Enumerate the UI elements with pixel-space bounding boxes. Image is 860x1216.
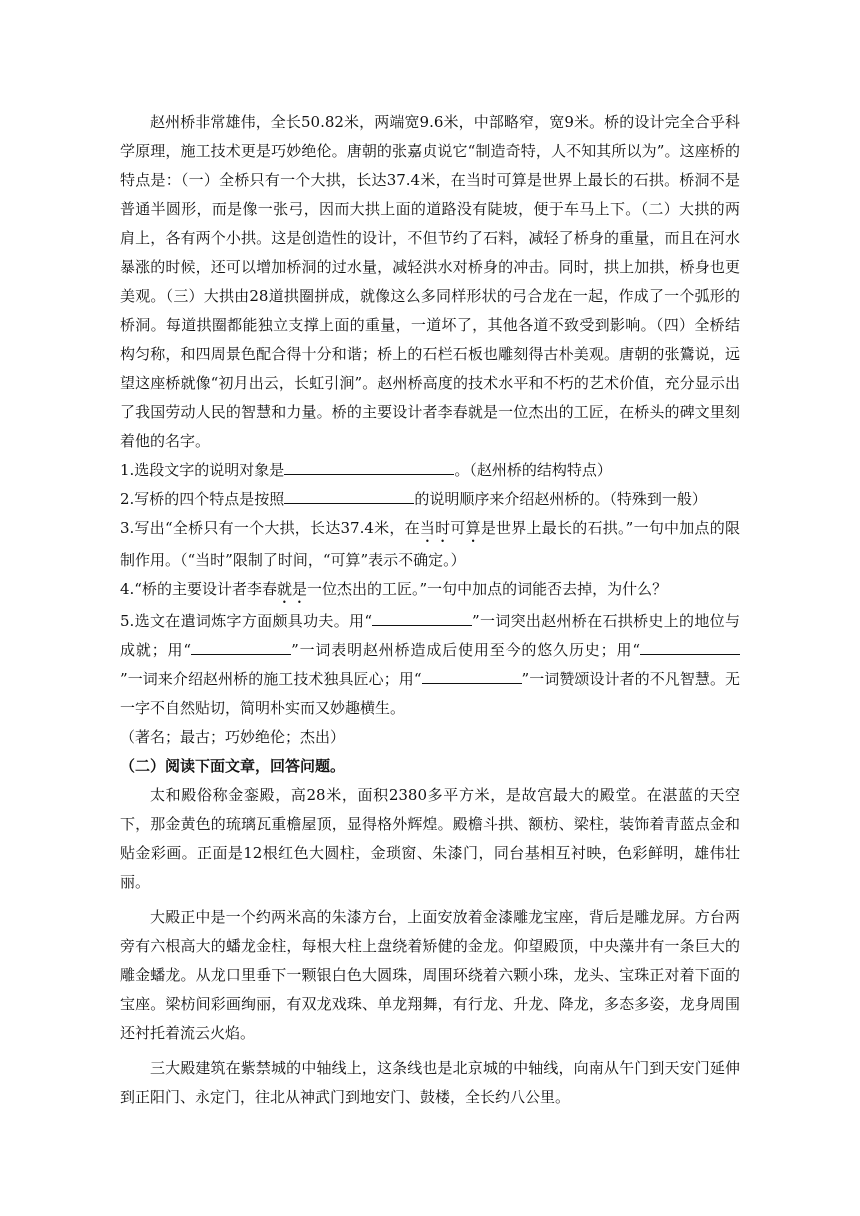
dotted-word-dangshi: 当时 (419, 519, 451, 537)
question-3-part-a: 3.写出“全桥只有一个大拱，长达37.4米，在 (120, 519, 420, 537)
question-5-answer: （著名；最古；巧妙绝伦；杰出） (120, 728, 346, 746)
question-5 (120, 607, 740, 723)
question-3 (120, 514, 740, 575)
question-3-part-b: 可 (450, 519, 466, 537)
section-2-paragraph-2: 大殿正中是一个约两米高的朱漆方台，上面安放着金漆雕龙宝座，背后是雕龙屏。方台两旁有六根高大的蟠龙金柱，每根大柱上盘绕着矫健的金龙。仰望殿顶，中央藻井有一条巨大的雕金蟠龙。从龙口里垂下一颗银白色大圆珠，周围环绕着六颗小珠，龙头、宝珠正对着下面的宝座。梁枋间彩画绚丽，有双龙戏珠、单龙翔舞，有行龙、升龙、降龙，多态多姿，龙身周围还衬托着流云火焰。 (120, 908, 740, 1042)
question-1-prompt: 1.选段文字的说明对象是 (120, 461, 285, 479)
answer-blank-1[interactable] (284, 456, 454, 475)
document-page (120, 108, 740, 1112)
answer-blank-5c[interactable] (640, 636, 740, 655)
question-5-part-e: ”一词赞颂设计者的不凡智慧。无一字不自然贴切，简明朴实而又妙趣横生。 (120, 670, 741, 717)
section-2-paragraph-1: 太和殿俗称金銮殿，高28米，面积2380多平方米，是故宫最大的殿堂。在湛蓝的天空下，那金黄色的琉璃瓦重檐屋顶，显得格外辉煌。殿檐斗拱、额枋、梁柱，装饰着青蓝点金和贴金彩画。正面是12根红色大圆柱，金琐窗、朱漆门，同台基相互衬映，色彩鲜明，雄伟壮丽。 (120, 786, 740, 891)
question-5-part-b: ”一词突出赵州桥在石拱桥史上的地位与成就；用“ (120, 612, 740, 659)
answer-blank-2[interactable] (284, 485, 414, 504)
answer-blank-5d[interactable] (422, 665, 522, 684)
question-1 (120, 456, 740, 485)
question-2-answer: 的说明顺序来介绍赵州桥的。（特殊到一般） (414, 490, 707, 508)
question-5-part-a: 5.选文在遣词炼字方面颇具功夫。用“ (120, 612, 372, 630)
question-4-part-a: 4.“桥的主要设计者李春 (120, 580, 277, 598)
section-2-paragraph-3: 三大殿建筑在紫禁城的中轴线上，这条线也是北京城的中轴线，向南从午门到天安门延伸到正阳门、永定门，往北从神武门到地安门、鼓楼，全长约八公里。 (120, 1059, 740, 1106)
answer-blank-5a[interactable] (372, 607, 472, 626)
question-1-answer: 。（赵州桥的结构特点） (454, 461, 612, 479)
question-5-part-d: ”一词来介绍赵州桥的施工技术独具匠心；用“ (120, 670, 422, 688)
question-2-prompt: 2.写桥的四个特点是按照 (120, 490, 285, 508)
answer-blank-5b[interactable] (191, 636, 291, 655)
passage-zhaozhou-bridge: 赵州桥非常雄伟，全长50.82米，两端宽9.6米，中部略窄，宽9米。桥的设计完全合乎科学原理，施工技术更是巧妙绝伦。唐朝的张嘉贞说它“制造奇特，人不知其所以为”。这座桥的特点是：（一）全桥只有一个大拱，长达37.4米，在当时可算是世界上最长的石拱。桥洞不是普通半圆形，而是像一张弓，因而大拱上面的道路没有陡坡，便于车马上下。（二）大拱的两肩上，各有两个小拱。这是创造性的设计，不但节约了石料，减轻了桥身的重量，而且在河水暴涨的时候，还可以增加桥洞的过水量，减轻洪水对桥身的冲击。同时，拱上加拱，桥身也更美观。（三）大拱由28道拱圈拼成，就像这么多同样形状的弓合龙在一起，作成了一个弧形的桥洞。每道拱圈都能独立支撑上面的重量，一道坏了，其他各道不致受到影响。（四）全桥结构匀称，和四周景色配合得十分和谐；桥上的石栏石板也雕刻得古朴美观。唐朝的张鷟说，远望这座桥就像“初月出云，长虹引涧”。赵州桥高度的技术水平和不朽的艺术价值，充分显示出了我国劳动人民的智慧和力量。桥的主要设计者李春就是一位杰出的工匠，在桥头的碑文里刻着他的名字。 (120, 113, 740, 450)
dotted-word-jiushi: 就是 (276, 580, 307, 598)
section-2-heading: （二）阅读下面文章，回答问题。 (120, 757, 346, 775)
dotted-word-suan: 算 (465, 519, 481, 537)
question-2 (120, 485, 740, 514)
question-3-part-c: 是世界上最长的石拱。”一句中加点的限制作用。（“当时”限制了时间，“可算”表示不确定。） (120, 519, 740, 569)
question-4 (120, 575, 740, 607)
question-4-part-b: 一位杰出的工匠。”一句中加点的词能否去掉，为什么？ (307, 580, 668, 598)
question-5-part-c: ”一词表明赵州桥造成后使用至今的悠久历史；用“ (291, 641, 641, 659)
